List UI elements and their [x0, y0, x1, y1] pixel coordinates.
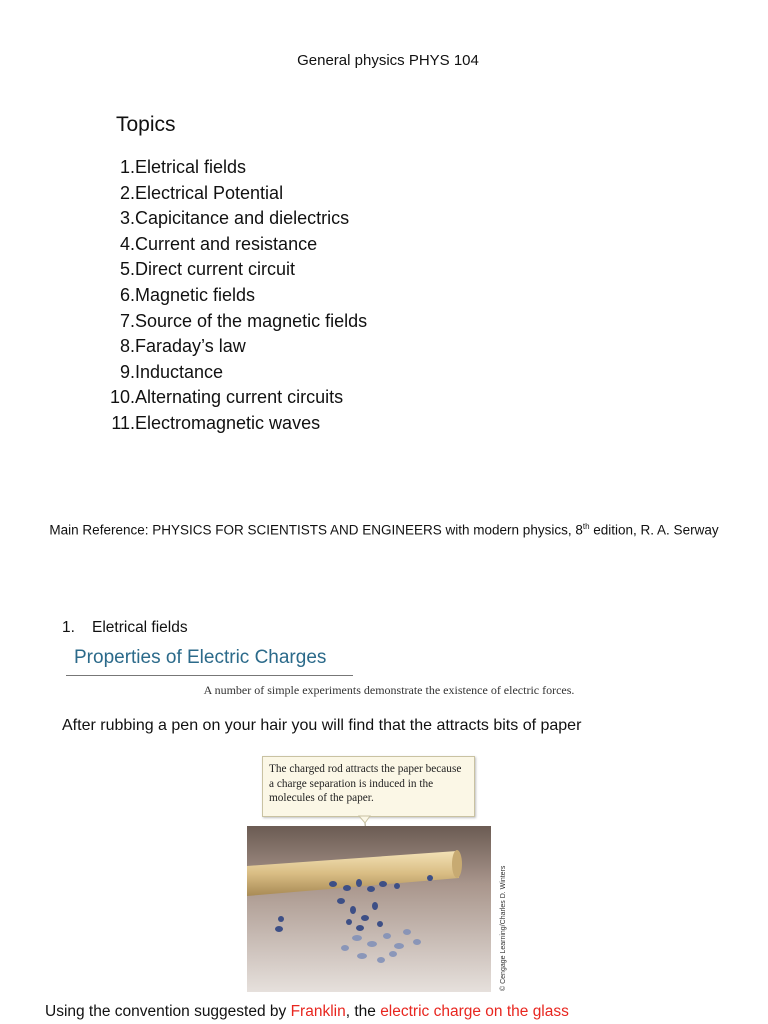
photo-credit — [494, 853, 510, 993]
charged-rod-photo — [247, 826, 491, 992]
list-number: 4. — [119, 233, 135, 254]
main-reference — [0, 522, 768, 538]
bottom-paragraph — [45, 1003, 569, 1021]
list-number: 10. — [109, 387, 135, 408]
list-item — [104, 309, 367, 335]
list-item — [104, 155, 367, 181]
list-item — [104, 334, 367, 360]
highlight-franklin: Franklin — [290, 1003, 346, 1020]
reference-text-end: edition, R. A. Serway — [589, 522, 719, 538]
list-number: 5. — [119, 259, 135, 280]
figure-callout: The charged rod attracts the paper because a charge separation is induced in the molecules of the paper. — [262, 756, 475, 817]
section-number: 1. — [62, 619, 75, 636]
list-number: 7. — [119, 310, 135, 331]
list-label: Source of the magnetic fields — [135, 310, 368, 331]
list-number: 9. — [119, 361, 135, 382]
list-number: 1. — [119, 157, 135, 177]
reference-text: Main Reference: PHYSICS FOR SCIENTISTS AND ENGINEERS with modern physics, 8 — [49, 522, 583, 538]
list-number: 6. — [119, 284, 135, 305]
bottom-text: , the — [345, 1003, 381, 1020]
list-label: Electrical Potential — [135, 182, 284, 203]
list-number: 3. — [119, 208, 135, 229]
section-heading — [62, 619, 188, 637]
list-number: 11. — [111, 412, 135, 433]
photo-credit-text: © Cengage Learning/Charles D. Winters — [500, 865, 507, 991]
list-item — [104, 232, 367, 258]
heading-rule — [66, 675, 353, 676]
list-item — [104, 360, 367, 386]
list-item — [104, 385, 367, 411]
list-label: Eletrical fields — [135, 157, 247, 177]
list-number: 8. — [119, 336, 135, 357]
properties-heading: Properties of Electric Charges — [74, 647, 327, 668]
bottom-text: Using the convention suggested by — [45, 1003, 291, 1020]
list-number: 2. — [119, 182, 135, 203]
reference-superscript: th — [582, 522, 590, 531]
highlight-electric-charge: electric charge on the glass — [380, 1003, 569, 1020]
topics-heading: Topics — [116, 113, 176, 136]
list-label: Alternating current circuits — [135, 387, 344, 408]
section-label: Eletrical fields — [92, 619, 188, 636]
course-title: General physics PHYS 104 — [297, 52, 479, 69]
list-label: Capicitance and dielectrics — [135, 208, 350, 229]
topic-list — [104, 155, 367, 437]
list-item — [104, 411, 367, 437]
list-label: Faraday’s law — [135, 336, 246, 357]
list-item — [104, 206, 367, 232]
list-item — [104, 257, 367, 283]
list-label: Magnetic fields — [135, 284, 256, 305]
list-label: Electromagnetic waves — [135, 412, 321, 433]
list-label: Inductance — [135, 361, 224, 382]
list-item — [104, 283, 367, 309]
list-label: Current and resistance — [135, 233, 318, 254]
list-label: Direct current circuit — [135, 259, 296, 280]
body-paragraph: After rubbing a pen on your hair you will find that the attracts bits of paper — [62, 717, 582, 734]
list-item — [104, 181, 367, 207]
properties-subtitle: A number of simple experiments demonstrate the existence of electric forces. — [203, 683, 575, 697]
